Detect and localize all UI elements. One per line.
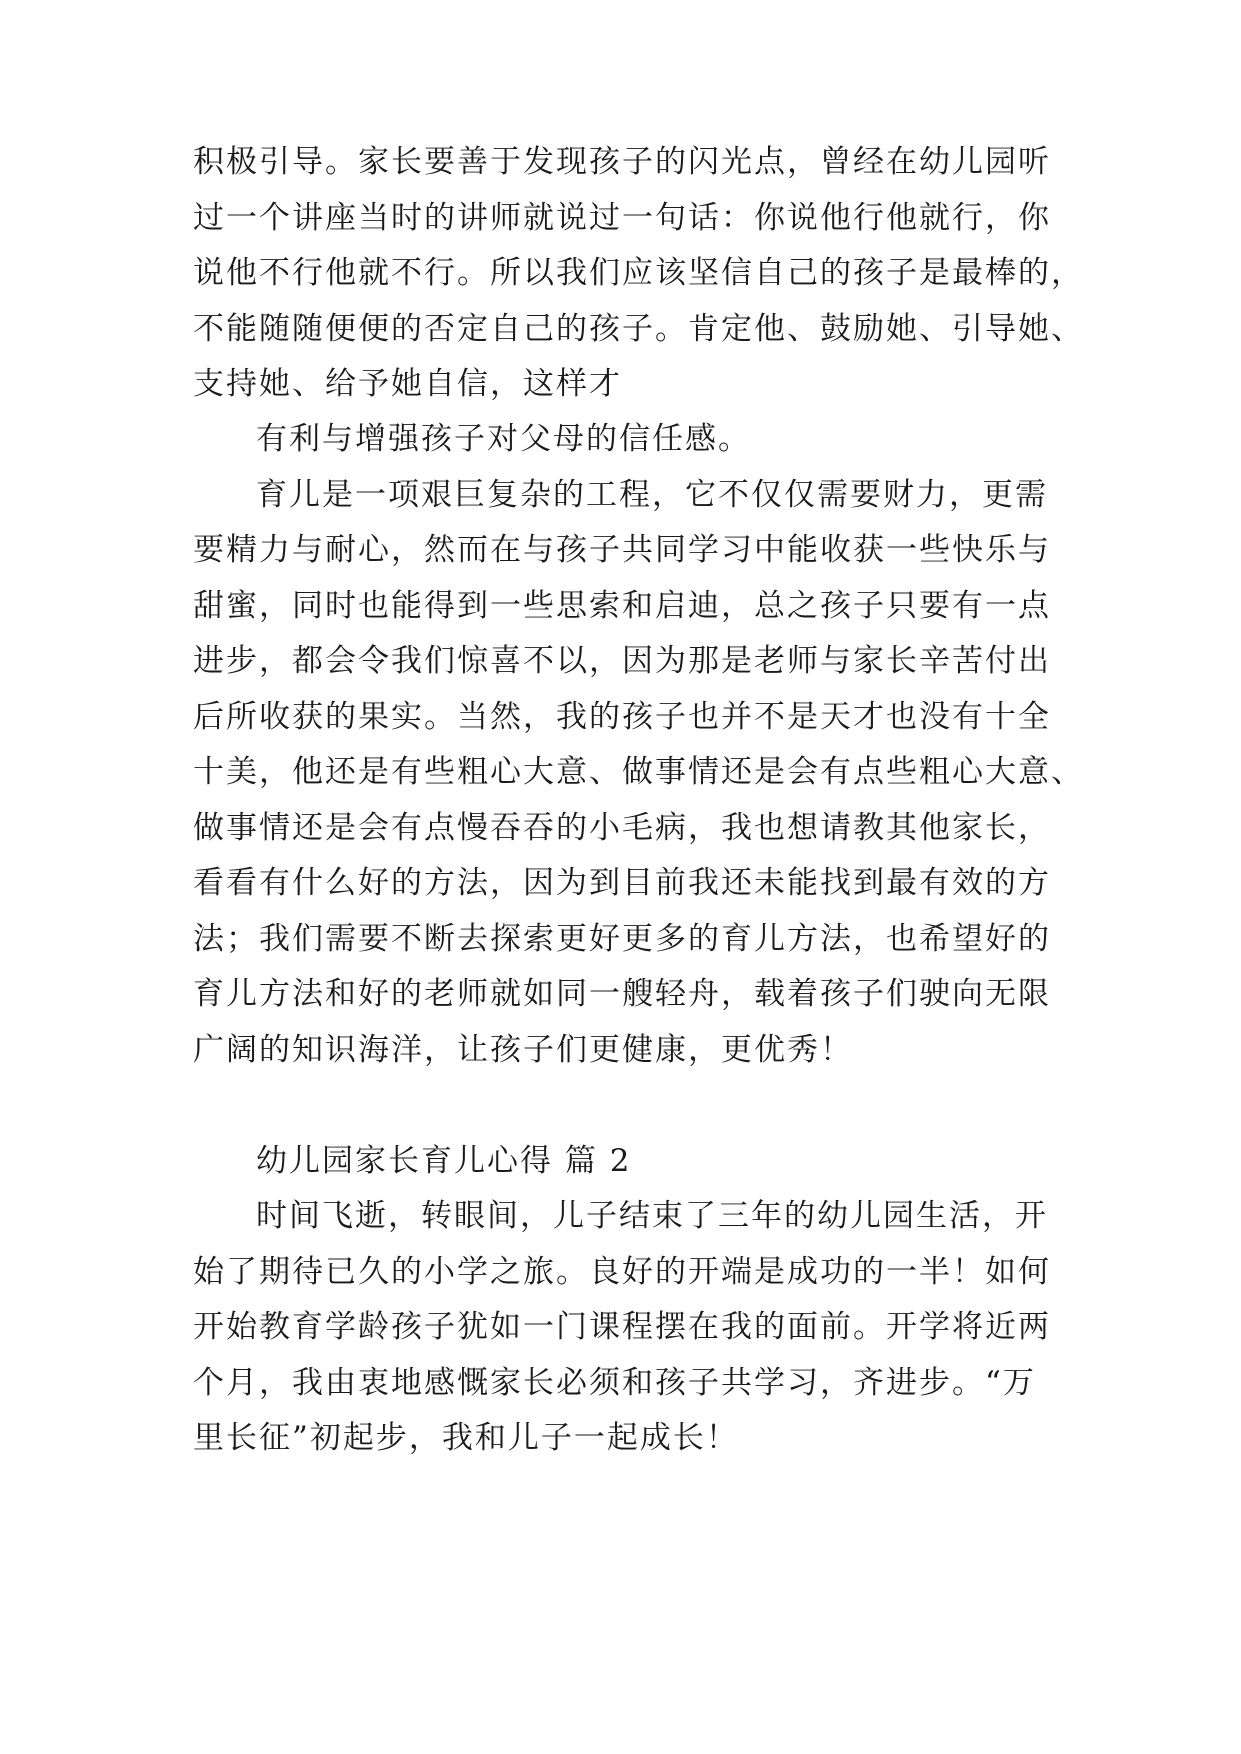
text-line: 法；我们需要不断去探索更好更多的育儿方法，也希望好的 <box>193 921 1051 957</box>
text-line: 要精力与耐心，然而在与孩子共同学习中能收获一些快乐与 <box>193 532 1051 568</box>
text-line: 做事情还是会有点慢吞吞的小毛病，我也想请教其他家长， <box>193 810 1051 846</box>
text-line: 支持她、给予她自信，这样才 <box>193 366 622 402</box>
text-line: 后所收获的果实。当然，我的孩子也并不是天才也没有十全 <box>193 699 1051 735</box>
text-line: 始了期待已久的小学之旅。良好的开端是成功的一半！如何 <box>193 1254 1051 1290</box>
text-line: 说他不行他就不行。所以我们应该坚信自己的孩子是最棒的， <box>193 255 1084 291</box>
text-line: 里长征”初起步，我和儿子一起成长！ <box>193 1420 739 1456</box>
text-line: 甜蜜，同时也能得到一些思索和启迪，总之孩子只要有一点 <box>193 588 1051 624</box>
text-line: 时间飞逝，转眼间，儿子结束了三年的幼儿园生活，开 <box>256 1198 1048 1234</box>
text-line: 不能随随便便的否定自己的孩子。肯定他、鼓励她、引导她、 <box>193 311 1084 347</box>
text-line: 开始教育学龄孩子犹如一门课程摆在我的面前。开学将近两 <box>193 1309 1051 1345</box>
text-line: 有利与增强孩子对父母的信任感。 <box>256 421 751 457</box>
text-line: 过一个讲座当时的讲师就说过一句话：你说他行他就行，你 <box>193 200 1051 236</box>
text-line: 个月，我由衷地感慨家长必须和孩子共学习，齐进步。“万 <box>193 1365 1036 1401</box>
text-line: 看看有什么好的方法，因为到目前我还未能找到最有效的方 <box>193 865 1051 901</box>
text-line: 育儿是一项艰巨复杂的工程，它不仅仅需要财力，更需 <box>256 477 1048 513</box>
text-line: 积极引导。家长要善于发现孩子的闪光点，曾经在幼儿园听 <box>193 144 1051 180</box>
text-line: 广阔的知识海洋，让孩子们更健康，更优秀！ <box>193 1032 853 1068</box>
section-heading: 幼儿园家长育儿心得 篇 2 <box>256 1143 632 1179</box>
text-line: 育儿方法和好的老师就如同一艘轻舟，载着孩子们驶向无限 <box>193 976 1051 1012</box>
text-line: 十美，他还是有些粗心大意、做事情还是会有点些粗心大意、 <box>193 754 1084 790</box>
text-line: 进步，都会令我们惊喜不以，因为那是老师与家长辛苦付出 <box>193 643 1051 679</box>
